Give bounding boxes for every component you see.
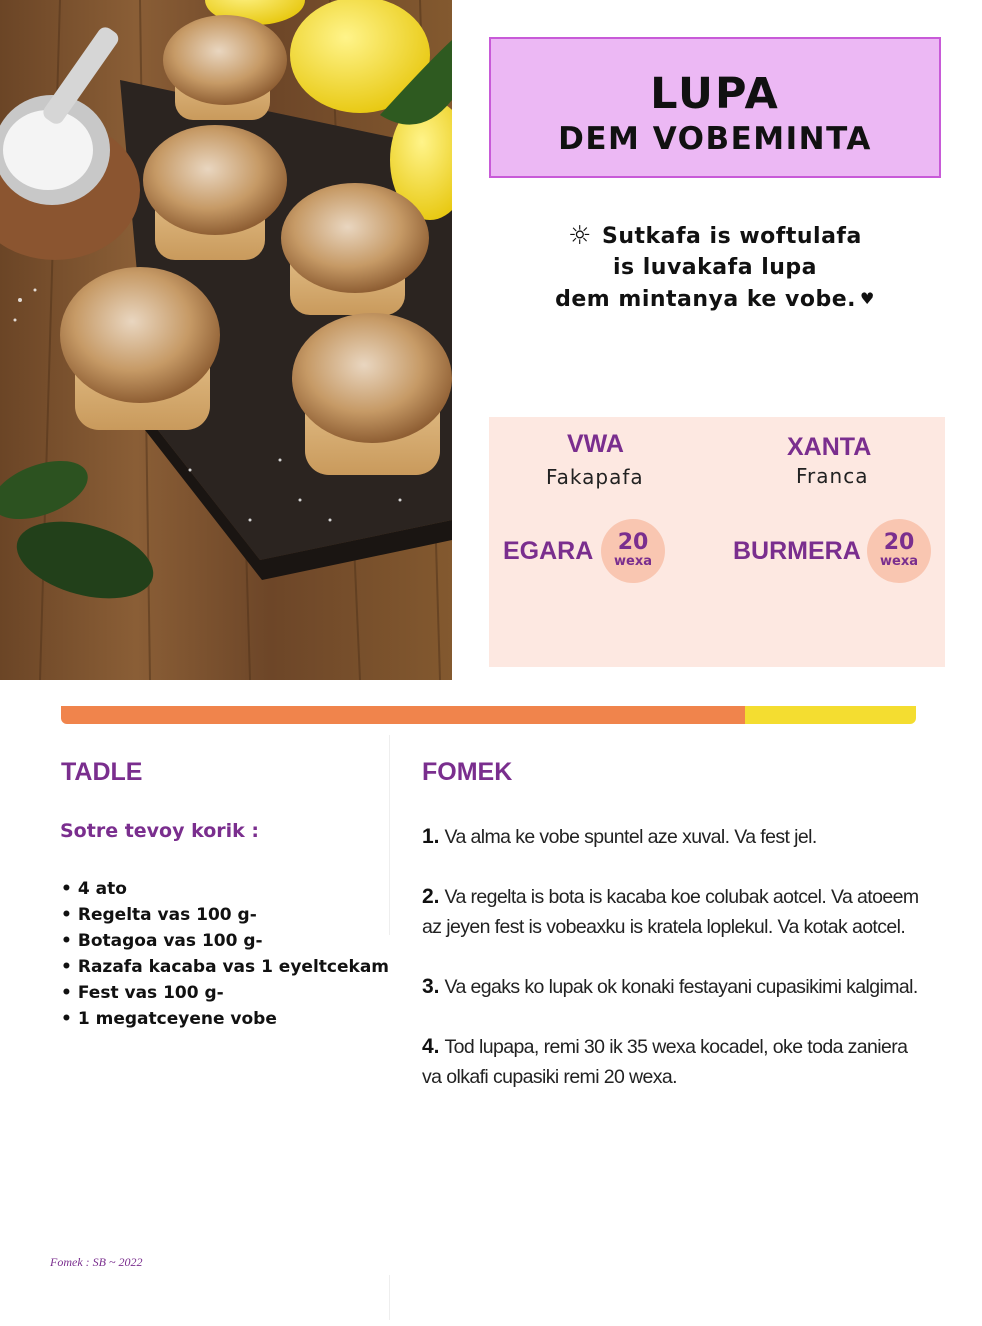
ingredient-item: • Razafa kacaba vas 1 eyeltcekam xyxy=(61,954,389,980)
heart-icon: ♥ xyxy=(860,289,875,308)
title-box xyxy=(489,37,941,178)
burmera-time-value: 20 xyxy=(883,530,915,555)
vwa-label: VWA xyxy=(567,430,624,458)
ingredient-item: • 4 ato xyxy=(61,876,389,902)
muffins-photo-icon xyxy=(0,0,452,680)
step-number: 3. xyxy=(422,975,440,998)
bar-segment-orange xyxy=(61,706,745,724)
xanta-value: Franca xyxy=(796,464,869,488)
egara-time-unit: wexa xyxy=(614,554,652,569)
step-text: Va egaks ko lupak ok konaki festayani cupasikimi kalgimal. xyxy=(444,976,918,998)
recipe-title: LUPA xyxy=(650,69,780,119)
intro-line-2: is luvakafa lupa xyxy=(612,255,818,280)
column-divider xyxy=(389,735,390,935)
bar-segment-yellow xyxy=(745,706,916,724)
ingredient-item: • Fest vas 100 g- xyxy=(61,980,389,1006)
recipe-subtitle: DEM VOBEMINTA xyxy=(558,121,872,157)
step-number: 4. xyxy=(422,1035,440,1058)
egara-time-badge xyxy=(601,519,665,583)
ingredient-item: • 1 megatceyene vobe xyxy=(61,1006,389,1032)
info-box xyxy=(489,417,945,667)
intro-line-3: dem mintanya ke vobe. xyxy=(555,287,856,312)
step-number: 2. xyxy=(422,885,440,908)
burmera-time-badge xyxy=(867,519,931,583)
ingredient-item: • Regelta vas 100 g- xyxy=(61,902,389,928)
column-divider-bottom xyxy=(389,1275,390,1320)
step-text: Va alma ke vobe spuntel aze xuval. Va fest jel. xyxy=(444,826,817,848)
vwa-value: Fakapafa xyxy=(546,465,644,489)
sun-icon: ☼ xyxy=(568,221,592,251)
recipe-photo xyxy=(0,0,452,680)
step-text: Va regelta is bota is kacaba koe colubak aotcel. Va atoeem az jeyen fest is vobeaxku is kratela loplekul. Va kotak aotcel. xyxy=(422,886,919,938)
method-title: FOMEK xyxy=(422,758,513,786)
ingredients-list xyxy=(61,876,389,1032)
step-number: 1. xyxy=(422,825,440,848)
footer-credit: Fomek : SB ~ 2022 xyxy=(50,1255,143,1269)
method-step xyxy=(422,972,922,1002)
method-step xyxy=(422,1032,922,1092)
intro-text xyxy=(489,221,941,315)
intro-line-1: Sutkafa is woftulafa xyxy=(601,224,862,249)
method-step xyxy=(422,822,922,852)
color-separator-bar xyxy=(61,706,916,724)
egara-label: EGARA xyxy=(503,537,594,565)
ingredients-title: TADLE xyxy=(61,758,143,786)
step-text: Tod lupapa, remi 30 ik 35 wexa kocadel, oke toda zaniera va olkafi cupasiki remi 20 wexa. xyxy=(422,1036,908,1088)
burmera-label: BURMERA xyxy=(733,537,861,565)
ingredients-subtitle: Sotre tevoy korik : xyxy=(60,820,260,842)
ingredient-item: • Botagoa vas 100 g- xyxy=(61,928,389,954)
method-steps xyxy=(422,822,922,1122)
egara-time-value: 20 xyxy=(617,530,649,555)
method-step xyxy=(422,882,922,942)
xanta-label: XANTA xyxy=(787,433,872,461)
burmera-time-unit: wexa xyxy=(880,554,918,569)
